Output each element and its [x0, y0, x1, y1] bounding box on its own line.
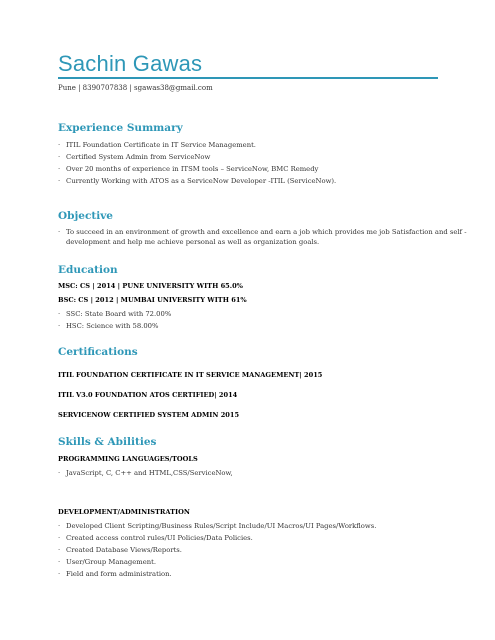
list-item-text: Over 20 months of experience in ITSM tools – ServiceNow, BMC Remedy	[66, 165, 319, 173]
list-item-text: Field and form administration.	[66, 570, 172, 578]
bullet-icon: ·	[58, 153, 61, 161]
list-item	[58, 153, 210, 161]
list-item	[58, 141, 256, 149]
education-msc: MSC: CS | 2014 | PUNE UNIVERSITY WITH 65.0%	[58, 282, 243, 290]
bullet-icon: ·	[58, 141, 61, 149]
bullet-icon: ·	[58, 322, 61, 330]
list-item	[58, 165, 318, 173]
contact-info: Pune | 8390707838 | sgawas38@gmail.com	[58, 84, 213, 92]
development-subheading: DEVELOPMENT/ADMINISTRATION	[58, 508, 190, 516]
programming-subheading: PROGRAMMING LANGUAGES/TOOLS	[58, 455, 198, 463]
list-item-text: User/Group Management.	[66, 558, 156, 566]
list-item-text: ITIL Foundation Certificate in IT Service Management.	[66, 141, 256, 149]
bullet-icon: ·	[58, 228, 61, 236]
skills-heading: Skills & Abilities	[58, 436, 157, 448]
list-item-text: Created access control rules/UI Policies/Data Policies.	[66, 534, 253, 542]
list-item-text: JavaScript, C, C++ and HTML,CSS/ServiceNow,	[66, 469, 233, 477]
list-item-text: Certified System Admin from ServiceNow	[66, 153, 211, 161]
bullet-icon: ·	[58, 177, 61, 185]
certification-item: SERVICENOW CERTIFIED SYSTEM ADMIN 2015	[58, 411, 240, 419]
list-item	[58, 310, 171, 318]
objective-line-1	[58, 228, 467, 236]
list-item	[58, 558, 156, 566]
bullet-icon: ·	[58, 570, 61, 578]
experience-heading: Experience Summary	[58, 122, 183, 134]
bullet-icon: ·	[58, 558, 61, 566]
objective-line-2: development and help me achieve personal as well as organization goals.	[66, 238, 320, 246]
objective-text: To succeed in an environment of growth and excellence and earn a job which provides me job Satisfaction and self -	[66, 228, 467, 236]
education-heading: Education	[58, 264, 118, 276]
list-item-text: HSC: Science with 58.00%	[66, 322, 159, 330]
list-item-text: Currently Working with ATOS as a ServiceNow Developer -ITIL (ServiceNow).	[66, 177, 337, 185]
certifications-heading: Certifications	[58, 346, 138, 358]
bullet-icon: ·	[58, 522, 61, 530]
list-item-text: Developed Client Scripting/Business Rules/Script Include/UI Macros/UI Pages/Workflows.	[66, 522, 377, 530]
bullet-icon: ·	[58, 310, 61, 318]
candidate-name: Sachin Gawas	[58, 51, 203, 76]
bullet-icon: ·	[58, 165, 61, 173]
list-item	[58, 534, 253, 542]
list-item-text: Created Database Views/Reports.	[66, 546, 182, 554]
certification-item: ITIL V3.0 FOUNDATION ATOS CERTIFIED| 2014	[58, 391, 238, 399]
list-item	[58, 177, 336, 185]
list-item	[58, 570, 172, 578]
bullet-icon: ·	[58, 546, 61, 554]
header-divider	[58, 77, 438, 79]
bullet-icon: ·	[58, 469, 61, 477]
list-item	[58, 322, 158, 330]
list-item	[58, 522, 376, 530]
education-bsc: BSC: CS | 2012 | MUMBAI UNIVERSITY WITH 61%	[58, 296, 247, 304]
list-item	[58, 546, 182, 554]
list-item-text: SSC: State Board with 72.00%	[66, 310, 172, 318]
list-item	[58, 469, 233, 477]
bullet-icon: ·	[58, 534, 61, 542]
objective-heading: Objective	[58, 210, 113, 222]
certification-item: ITIL FOUNDATION CERTIFICATE IN IT SERVICE MANAGEMENT| 2015	[58, 371, 323, 379]
